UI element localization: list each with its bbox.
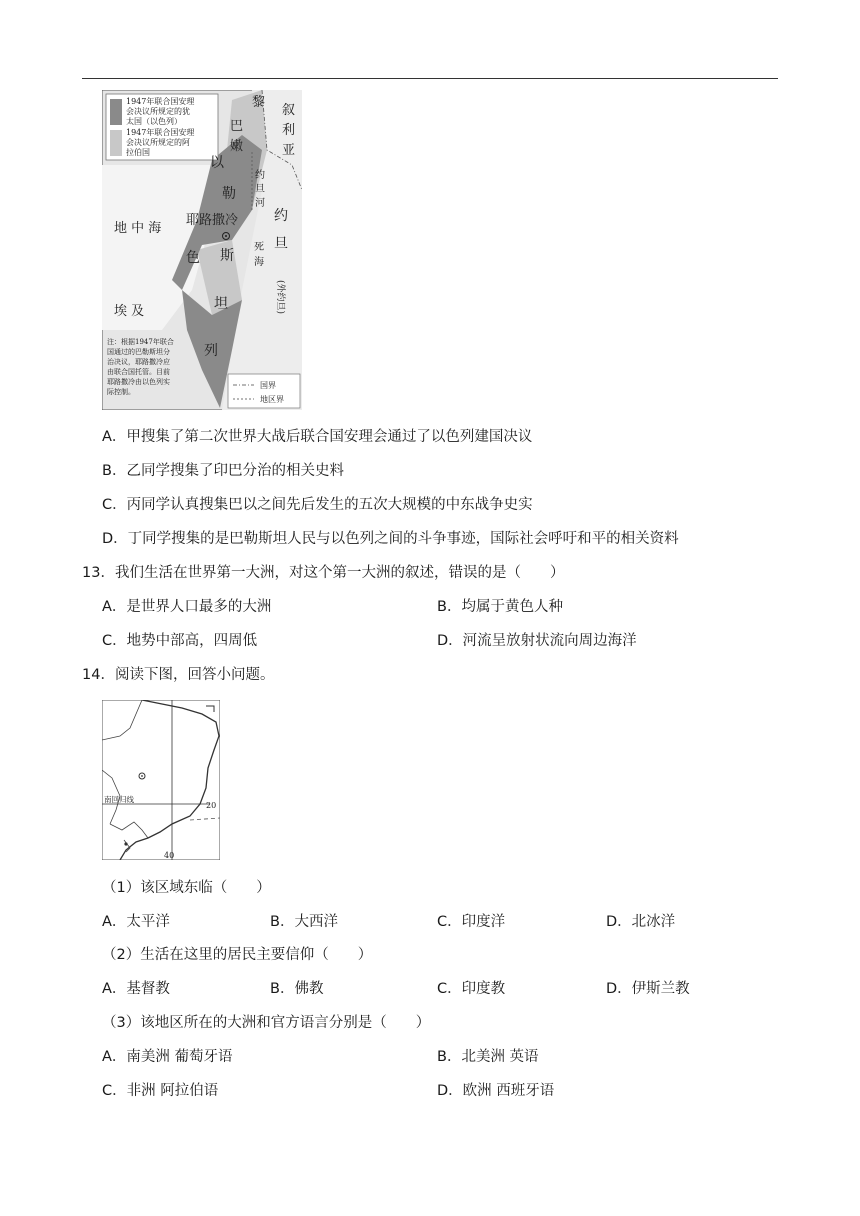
label-lebanon-2: 巴 [230,119,244,134]
map-note-5: 耶路撒冷由以色列实 [107,378,170,386]
map-note-4: 由联合国托管。目前 [107,368,170,376]
legend-arab-3: 拉伯国 [126,148,150,157]
q12-option-a[interactable]: A．甲搜集了第二次世界大战后联合国安理会通过了以色列建国决议 [102,429,533,445]
legend-israel-3: 太国（以色列） [126,117,182,126]
map-note-6: 际控制。 [107,388,135,396]
label-transjordan: (外约旦) [275,280,285,315]
label-dead-sea-1: 死 [254,242,264,253]
q14-sub3-option-c[interactable]: C．非洲 阿拉伯语 [102,1083,219,1099]
label-israel-3: 列 [204,343,218,359]
q14-sub1-stem: （1）该区域东临（ ） [102,880,271,896]
q14-sub3-option-d[interactable]: D．欧洲 西班牙语 [437,1083,555,1099]
q14-sub1-option-b[interactable]: B．大西洋 [270,914,338,930]
q14-sub1-option-a[interactable]: A．太平洋 [102,914,170,930]
label-lebanon-3: 嫩 [230,139,244,154]
q14-sub3-option-b[interactable]: B．北美洲 英语 [437,1049,539,1065]
label-palestine-1: 勒 [222,186,236,202]
legend-israel-2: 会决议所规定的犹 [126,107,190,116]
south-america-map [102,700,220,860]
q13-option-c[interactable]: C．地势中部高，四周低 [102,633,258,649]
label-mediterranean: 地 中 海 [114,221,162,236]
label-jordan-1: 约 [274,208,288,224]
q12-option-b[interactable]: B．乙同学搜集了印巴分治的相关史料 [102,463,344,479]
label-palestine-2: 斯 [220,248,234,264]
label-palestine-3: 坦 [214,296,228,312]
label-jordan-2: 旦 [274,236,288,252]
label-lebanon-1: 黎 [252,95,266,110]
legend-arab-2: 会决议所规定的阿 [126,138,190,147]
label-syria-3: 亚 [282,143,296,158]
q13-stem: 13．我们生活在世界第一大洲，对这个第一大洲的叙述，错误的是（ ） [82,565,565,581]
q14-sub3-stem: （3）该地区所在的大洲和官方语言分别是（ ） [102,1015,431,1031]
map-note-3: 治决议，耶路撒冷应 [107,358,170,366]
q14-sub2-option-c[interactable]: C．印度教 [437,981,506,997]
q12-option-d[interactable]: D．丁同学搜集的是巴勒斯坦人民与以色列之间的斗争事迹，国际社会呼吁和平的相关资料 [102,531,679,547]
q14-sub2-option-a[interactable]: A．基督教 [102,981,170,997]
label-jordan-river-1: 约 [255,170,265,181]
map-note-1: 注：根据1947年联合 [107,338,174,346]
q14-sub2-option-b[interactable]: B．佛教 [270,981,324,997]
label-egypt: 埃 及 [114,304,145,319]
label-jordan-river-2: 旦 [255,184,265,195]
label-israel-1: 以 [210,155,224,171]
q13-option-b[interactable]: B．均属于黄色人种 [437,599,563,615]
q13-option-a[interactable]: A．是世界人口最多的大洲 [102,599,272,615]
q12-option-c[interactable]: C．丙同学认真搜集巴以之间先后发生的五次大规模的中东战争史实 [102,497,533,513]
q14-sub1-option-d[interactable]: D．北冰洋 [606,914,676,930]
palestine-partition-map [102,90,302,410]
q14-sub2-option-d[interactable]: D．伊斯兰教 [606,981,690,997]
legend-border: 国界 [260,381,276,390]
label-jerusalem: 耶路撒冷 [186,213,239,228]
q14-sub2-stem: （2）生活在这里的居民主要信仰（ ） [102,947,373,963]
label-lon-40: 40 [164,851,175,860]
label-lat-20: 20 [206,801,217,810]
q14-sub3-option-a[interactable]: A．南美洲 葡萄牙语 [102,1049,233,1065]
label-dead-sea-2: 海 [254,257,264,268]
label-tropic: 南回归线 [104,795,134,804]
legend-israel-1: 1947年联合国安理 [126,97,195,106]
map-note-2: 国通过的巴勒斯坦分 [107,348,170,356]
q14-stem: 14．阅读下图，回答小问题。 [82,667,275,683]
label-israel-2: 色 [186,250,200,266]
label-syria-2: 利 [282,123,296,138]
label-syria-1: 叙 [282,103,296,118]
legend-region: 地区界 [260,395,284,404]
q14-sub1-option-c[interactable]: C．印度洋 [437,914,506,930]
legend-arab-1: 1947年联合国安理 [126,128,195,137]
label-jordan-river-3: 河 [255,198,265,209]
q13-option-d[interactable]: D．河流呈放射状流向周边海洋 [437,633,637,649]
header-rule [82,78,778,79]
